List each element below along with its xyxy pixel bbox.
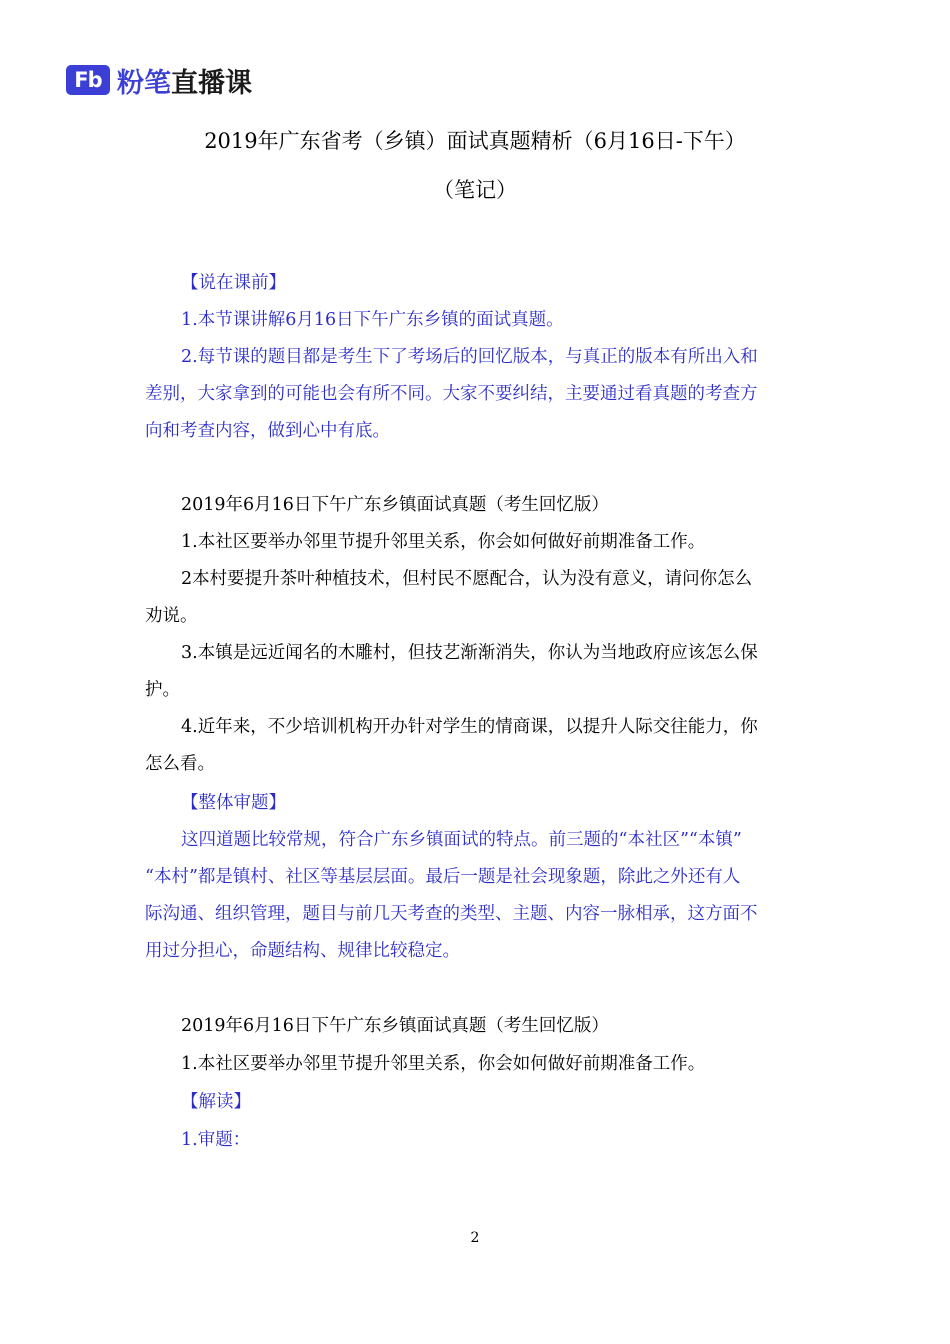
logo-suffix: 直播课 <box>171 67 252 99</box>
page-number: 2 <box>470 1230 480 1246</box>
analysis-step-1: 1.审题： <box>181 1130 251 1150</box>
exam1-question-2-line-1: 2本村要提升茶叶种植技术，但村民不愿配合，认为没有意义，请问你怎么 <box>181 569 753 589</box>
intro-paragraph-2-line-2: 差别，大家拿到的可能也会有所不同。大家不要纠结，主要通过看真题的考查方 <box>145 384 758 404</box>
logo-mark: Fb <box>66 65 110 95</box>
logo-brand: 粉笔 <box>117 67 171 99</box>
exam1-question-1: 1.本社区要举办邻里节提升邻里关系，你会如何做好前期准备工作。 <box>181 532 706 552</box>
overview-line-4: 用过分担心，命题结构、规律比较稳定。 <box>145 941 460 961</box>
intro-heading: 【说在课前】 <box>181 273 286 293</box>
exam2-heading: 2019年6月16日下午广东乡镇面试真题（考生回忆版） <box>181 1016 609 1036</box>
intro-paragraph-1: 1.本节课讲解6月16日下午广东乡镇的面试真题。 <box>181 310 564 330</box>
overview-line-1: 这四道题比较常规，符合广东乡镇面试的特点。前三题的“本社区”“本镇” <box>181 830 742 850</box>
intro-paragraph-2-line-3: 向和考查内容，做到心中有底。 <box>145 421 390 441</box>
overview-heading: 【整体审题】 <box>181 793 286 813</box>
analysis-heading: 【解读】 <box>181 1092 251 1112</box>
overview-line-3: 际沟通、组织管理，题目与前几天考查的类型、主题、内容一脉相承，这方面不 <box>145 904 758 924</box>
logo-wordmark <box>117 61 252 100</box>
intro-paragraph-2-line-1: 2.每节课的题目都是考生下了考场后的回忆版本，与真正的版本有所出入和 <box>181 347 758 367</box>
exam1-question-3-line-1: 3.本镇是远近闻名的木雕村，但技艺渐渐消失，你认为当地政府应该怎么保 <box>181 643 758 663</box>
overview-line-2: “本村”都是镇村、社区等基层层面。最后一题是社会现象题，除此之外还有人 <box>145 867 741 887</box>
exam1-question-3-line-2: 护。 <box>145 680 180 700</box>
fenbi-logo <box>66 60 252 100</box>
exam1-question-2-line-2: 劝说。 <box>145 606 198 626</box>
exam1-question-4-line-1: 4.近年来，不少培训机构开办针对学生的情商课，以提升人际交往能力，你 <box>181 717 758 737</box>
exam1-question-4-line-2: 怎么看。 <box>145 754 215 774</box>
exam2-question-1: 1.本社区要举办邻里节提升邻里关系，你会如何做好前期准备工作。 <box>181 1054 706 1074</box>
document-title: 2019年广东省考（乡镇）面试真题精析（6月16日-下午） <box>204 129 746 153</box>
document-subtitle: （笔记） <box>433 178 517 202</box>
exam1-heading: 2019年6月16日下午广东乡镇面试真题（考生回忆版） <box>181 495 609 515</box>
